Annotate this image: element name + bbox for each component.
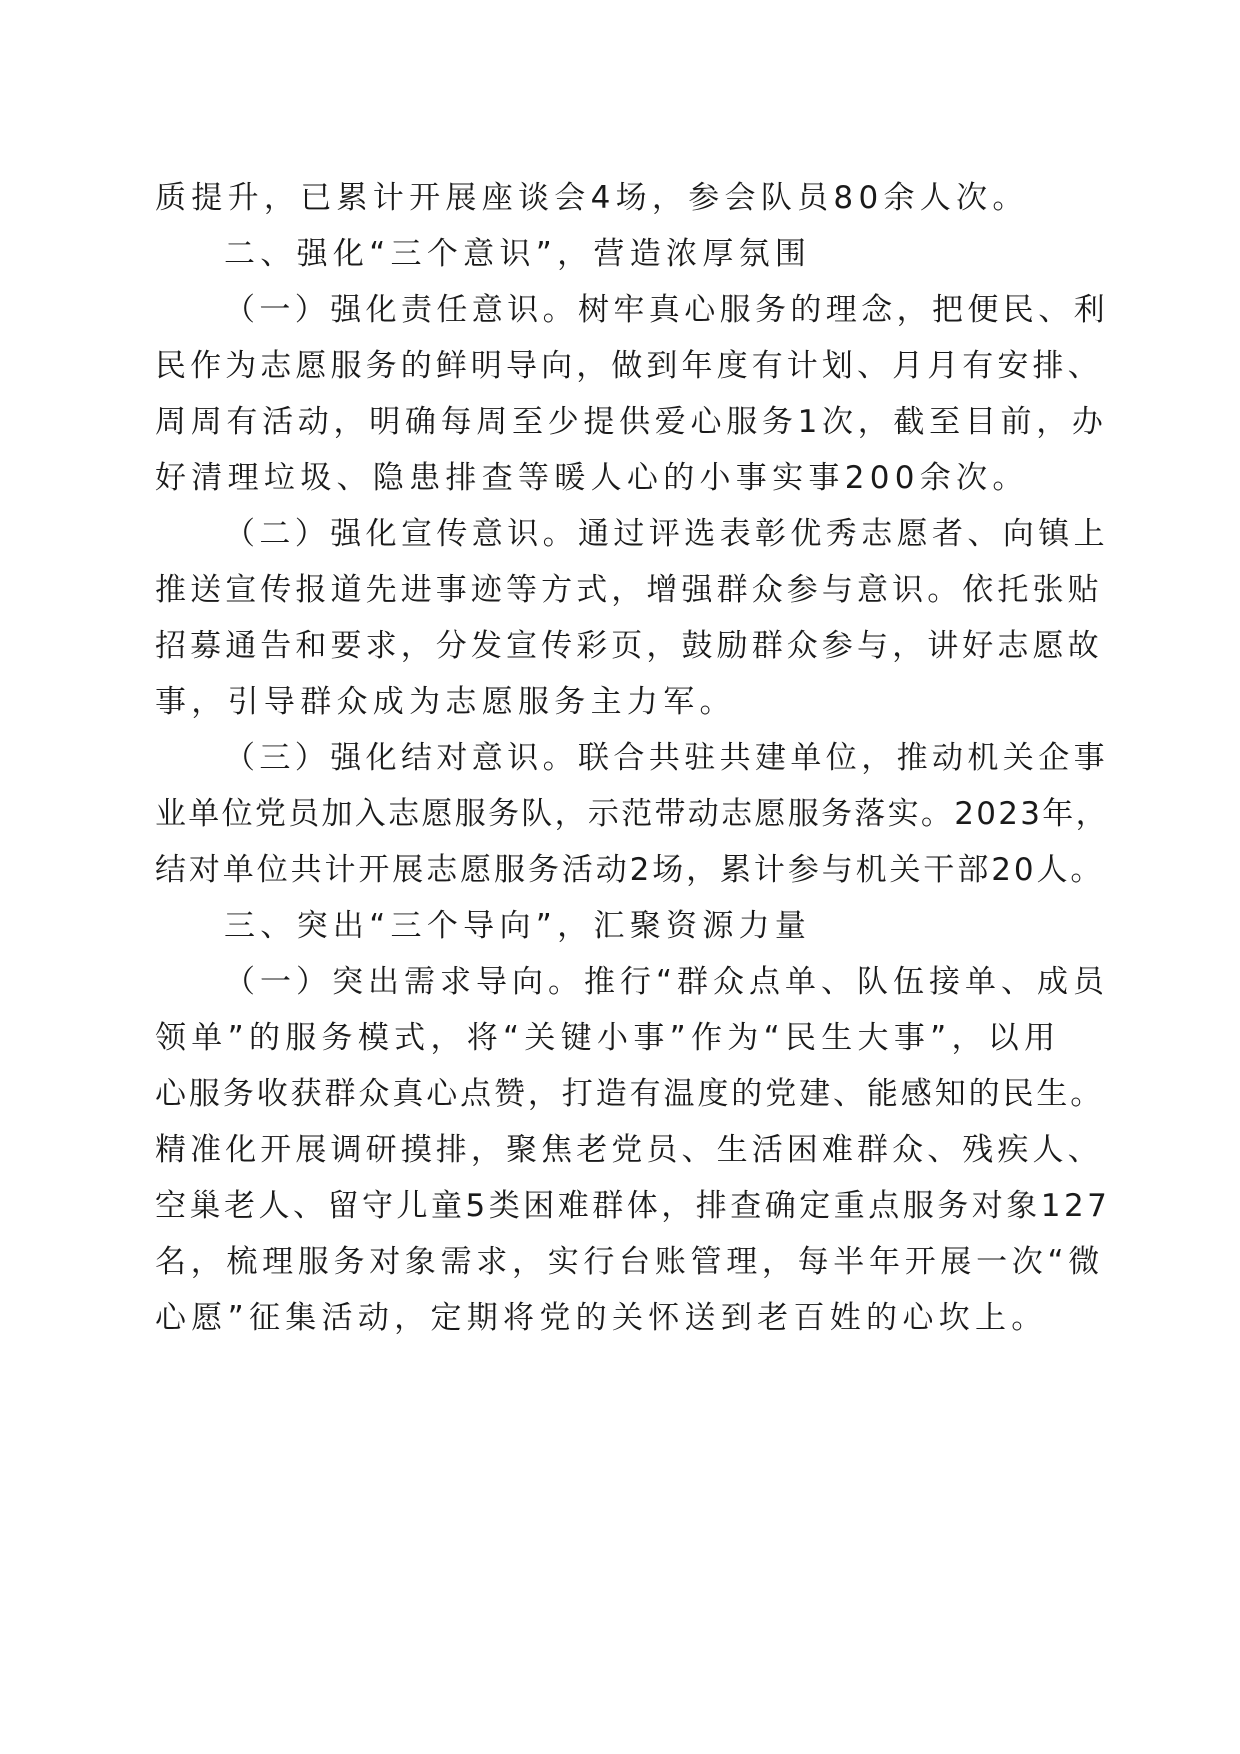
paragraph-line: 招募通告和要求，分发宣传彩页，鼓励群众参与，讲好志愿故 bbox=[155, 628, 1103, 664]
paragraph-line: 周周有活动，明确每周至少提供爱心服务1次，截至目前，办 bbox=[155, 404, 1108, 440]
paragraph-line: 领单”的服务模式，将“关键小事”作为“民生大事”，以用 bbox=[155, 1020, 1061, 1056]
paragraph-line: 推送宣传报道先进事迹等方式，增强群众参与意识。依托张贴 bbox=[155, 572, 1103, 608]
section-heading: 二、强化“三个意识”，营造浓厚氛围 bbox=[224, 236, 812, 272]
paragraph-line: 业单位党员加入志愿服务队，示范带动志愿服务落实。2023年， bbox=[155, 796, 1109, 832]
paragraph-line: （一）强化责任意识。树牢真心服务的理念，把便民、利 bbox=[224, 292, 1109, 328]
paragraph-line: 结对单位共计开展志愿服务活动2场，累计参与机关干部20人。 bbox=[155, 852, 1105, 888]
paragraph-line: （三）强化结对意识。联合共驻共建单位，推动机关企事 bbox=[224, 740, 1109, 776]
section-heading: 三、突出“三个导向”，汇聚资源力量 bbox=[224, 908, 812, 944]
paragraph-line: 好清理垃圾、隐患排查等暖人心的小事实事200余次。 bbox=[155, 460, 1029, 496]
paragraph-line: 心服务收获群众真心点赞，打造有温度的党建、能感知的民生。 bbox=[155, 1076, 1105, 1112]
paragraph-line: 事，引导群众成为志愿服务主力军。 bbox=[155, 684, 736, 720]
paragraph-line: 质提升，已累计开展座谈会4场，参会队员80余人次。 bbox=[155, 180, 1029, 216]
paragraph-line: 空巢老人、留守儿童5类困难群体，排查确定重点服务对象127 bbox=[155, 1188, 1111, 1224]
paragraph-line: 民作为志愿服务的鲜明导向，做到年度有计划、月月有安排、 bbox=[155, 348, 1103, 384]
paragraph-line: 心愿”征集活动，定期将党的关怀送到老百姓的心坎上。 bbox=[155, 1300, 1048, 1336]
paragraph-line: 名，梳理服务对象需求，实行台账管理，每半年开展一次“微 bbox=[155, 1244, 1104, 1280]
paragraph-line: （二）强化宣传意识。通过评选表彰优秀志愿者、向镇上 bbox=[224, 516, 1109, 552]
paragraph-line: 精准化开展调研摸排，聚焦老党员、生活困难群众、残疾人、 bbox=[155, 1132, 1103, 1168]
paragraph-line: （一）突出需求导向。推行“群众点单、队伍接单、成员 bbox=[224, 964, 1110, 1000]
